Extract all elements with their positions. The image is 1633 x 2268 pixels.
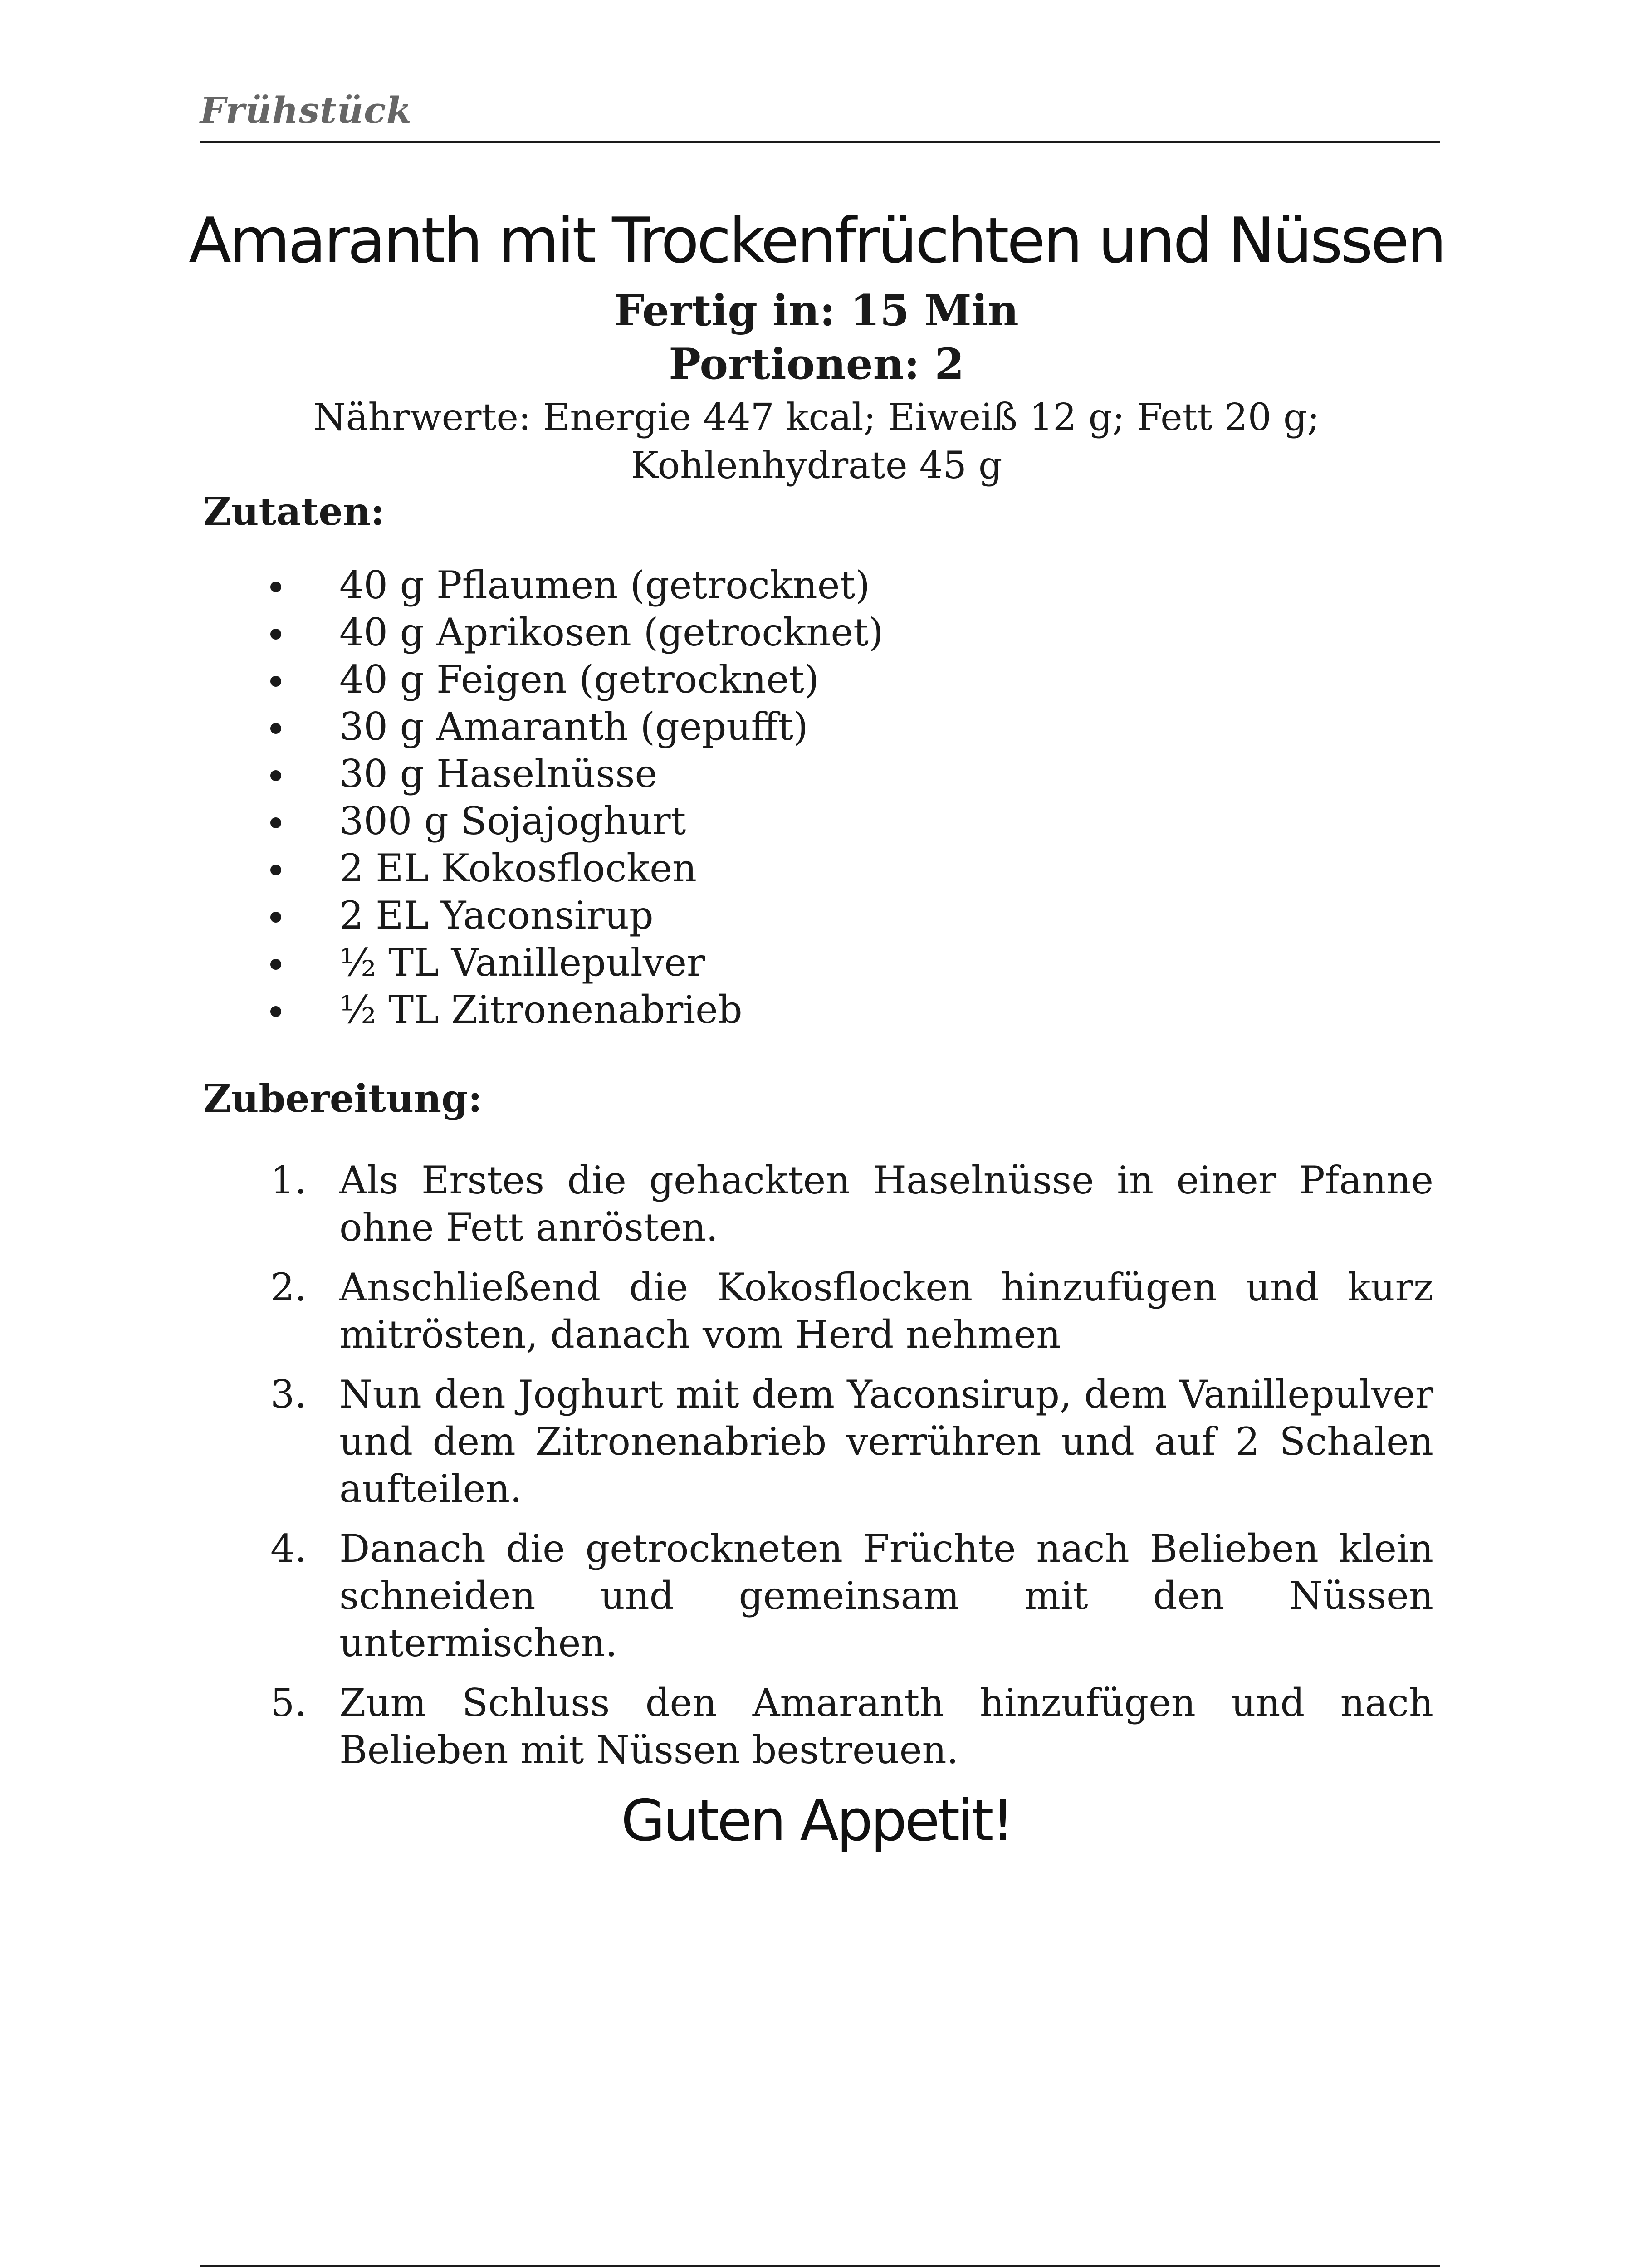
- bullet-icon: [270, 582, 281, 592]
- ingredient-text: 2 EL Yaconsirup: [339, 893, 654, 938]
- ingredients-heading: Zutaten:: [203, 489, 385, 534]
- header-rule: [200, 141, 1440, 143]
- nutrition-line-2: Kohlenhydrate 45 g: [631, 444, 1002, 487]
- step-text: Zum Schluss den Amaranth hinzufügen und nach Belieben mit Nüssen bestreuen.: [339, 1681, 1433, 1772]
- bullet-icon: [270, 676, 281, 687]
- bullet-icon: [270, 912, 281, 923]
- step-number: 4.: [270, 1526, 307, 1571]
- bullet-icon: [270, 629, 281, 640]
- nutrition-info: [0, 394, 1633, 490]
- ingredient-item: [0, 750, 1633, 797]
- step-text: Nun den Joghurt mit dem Yaconsirup, dem Vanillepulver und dem Zitronenabrieb verrühren und auf 2 Schalen aufteilen.: [339, 1372, 1433, 1511]
- ingredient-item: [0, 939, 1633, 986]
- ingredient-text: ½ TL Vanillepulver: [339, 940, 705, 985]
- section-header: Frühstück: [200, 89, 412, 132]
- step-number: 1.: [270, 1158, 307, 1202]
- step-item: [0, 1679, 1633, 1774]
- ingredient-text: 40 g Aprikosen (getrocknet): [339, 610, 884, 655]
- ingredients-list: [0, 562, 1633, 1033]
- step-text: Als Erstes die gehackten Haselnüsse in einer Pfanne ohne Fett anrösten.: [339, 1158, 1433, 1250]
- ingredient-item: [0, 703, 1633, 750]
- ingredient-item: [0, 892, 1633, 939]
- bullet-icon: [270, 817, 281, 828]
- step-item: [0, 1371, 1633, 1512]
- bullet-icon: [270, 959, 281, 970]
- step-item: [0, 1525, 1633, 1667]
- ingredient-text: ½ TL Zitronenabrieb: [339, 987, 743, 1032]
- ingredient-text: 40 g Feigen (getrocknet): [339, 657, 819, 702]
- bullet-icon: [270, 865, 281, 875]
- footer-rule: [200, 2265, 1440, 2267]
- bullet-icon: [270, 723, 281, 734]
- ingredient-text: 300 g Sojajoghurt: [339, 799, 686, 843]
- ingredient-item: [0, 656, 1633, 703]
- step-text: Danach die getrockneten Früchte nach Belieben klein schneiden und gemeinsam mit den Nüssen untermischen.: [339, 1526, 1433, 1665]
- ingredient-text: 40 g Pflaumen (getrocknet): [339, 563, 870, 607]
- step-number: 3.: [270, 1372, 307, 1417]
- ingredient-item: [0, 986, 1633, 1033]
- recipe-title: Amaranth mit Trockenfrüchten und Nüssen: [188, 204, 1445, 277]
- ingredient-text: 30 g Haselnüsse: [339, 752, 658, 796]
- ingredient-item: [0, 562, 1633, 609]
- step-item: [0, 1157, 1633, 1251]
- step-item: [0, 1264, 1633, 1358]
- preparation-heading: Zubereitung:: [203, 1076, 482, 1121]
- ingredient-item: [0, 845, 1633, 892]
- nutrition-line-1: Nährwerte: Energie 447 kcal; Eiweiß 12 g; Fett 20 g;: [313, 396, 1320, 439]
- ingredient-item: [0, 797, 1633, 845]
- preparation-steps: [0, 1157, 1633, 1786]
- portions: Portionen: 2: [669, 339, 964, 389]
- ingredient-text: 2 EL Kokosflocken: [339, 846, 697, 890]
- closing-phrase: Guten Appetit!: [621, 1787, 1012, 1854]
- bullet-icon: [270, 770, 281, 781]
- step-text: Anschließend die Kokosflocken hinzufügen und kurz mitrösten, danach vom Herd nehmen: [339, 1265, 1433, 1357]
- ingredient-item: [0, 609, 1633, 656]
- bullet-icon: [270, 1006, 281, 1017]
- step-number: 5.: [270, 1681, 307, 1725]
- ingredient-text: 30 g Amaranth (gepufft): [339, 704, 808, 749]
- step-number: 2.: [270, 1265, 307, 1310]
- ready-time: Fertig in: 15 Min: [614, 286, 1019, 336]
